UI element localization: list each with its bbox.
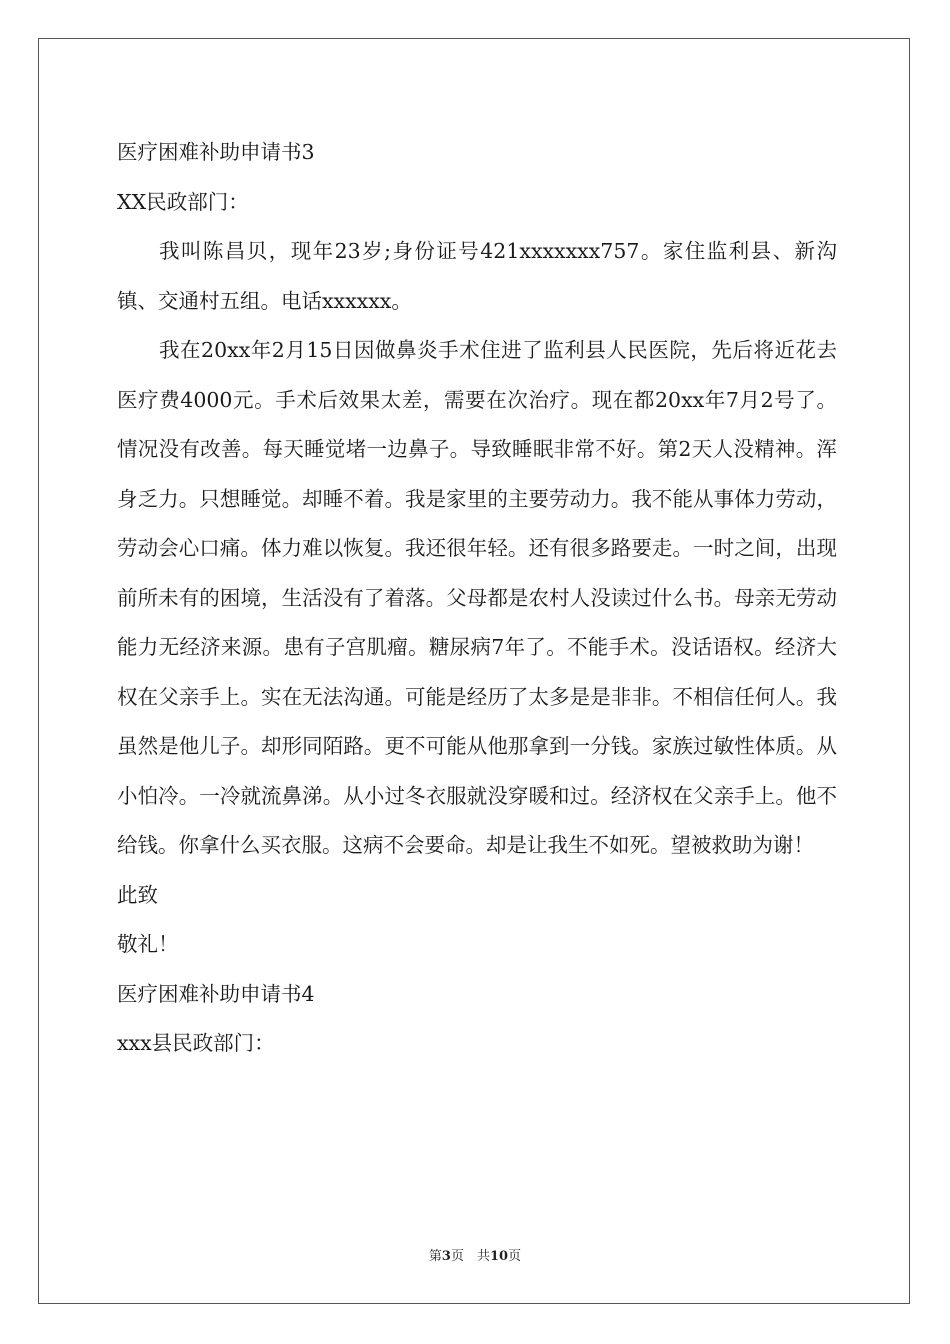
closing-jingli: 敬礼！ — [117, 932, 179, 956]
document-body — [117, 128, 837, 1069]
section-heading-4: 医疗困难补助申请书4 — [117, 981, 315, 1006]
current-page-number: 3 — [441, 1249, 451, 1264]
salutation-xx-civil-affairs: XX民政部门： — [117, 189, 249, 214]
closing-cizhi: 此致 — [117, 882, 158, 907]
paragraph-introduction: 我叫陈昌贝，现年23岁;身份证号421xxxxxxx757。家住监利县、新沟镇、交通村五组。电话xxxxxx。 — [117, 239, 837, 313]
salutation-county-civil-affairs: xxx县民政部门： — [117, 1031, 275, 1055]
page-number-footer — [0, 1248, 950, 1266]
total-page-number: 10 — [489, 1249, 509, 1264]
page-prefix: 第 — [428, 1249, 442, 1264]
section-heading-3: 医疗困难补助申请书3 — [117, 140, 315, 164]
page-suffix: 页 — [508, 1249, 522, 1264]
paragraph-situation: 我在20xx年2月15日因做鼻炎手术住进了监利县人民医院，先后将近花去医疗费4000元。手术后效果太差，需要在次治疗。现在都20xx年7月2号了。情况没有改善。每天睡觉堵一边鼻子。导致睡眠非常不好。第2天人没精神。浑身乏力。只想睡觉。却睡不着。我是家里的主要劳动力。我不能从事体力劳动，劳动会心口痛。体力难以恢复。我还很年轻。还有很多路要走。一时之间，出现前所未有的困境，生活没有了着落。父母都是农村人没读过什么书。母亲无劳动能力无经济来源。患有子宫肌瘤。糖尿病7年了。不能手术。没话语权。经济大权在父亲手上。实在无法沟通。可能是经历了太多是是非非。不相信任何人。我虽然是他儿子。却形同陌路。更不可能从他那拿到一分钱。家族过敏性体质。从小怕冷。一冷就流鼻涕。从小过冬衣服就没穿暖和过。经济权在父亲手上。他不给钱。你拿什么买衣服。这病不会要命。却是让我生不如死。望被救助为谢！ — [117, 338, 837, 857]
page-middle-text: 页 共 — [450, 1249, 490, 1264]
